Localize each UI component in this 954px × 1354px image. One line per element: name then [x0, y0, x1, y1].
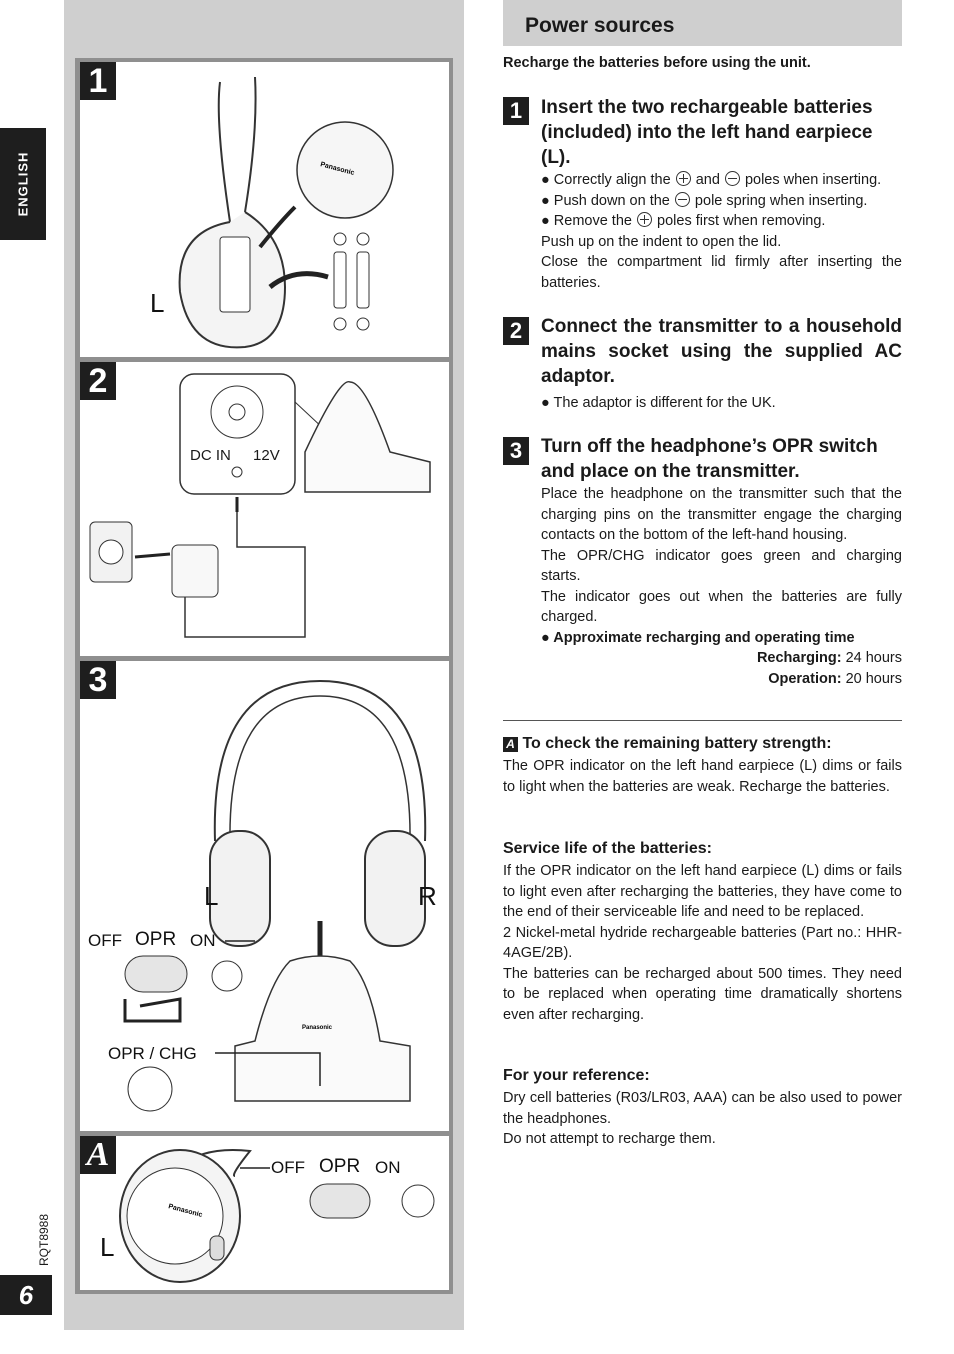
figure-badge-3: 3 — [80, 661, 116, 699]
page-title: Power sources — [525, 14, 675, 37]
step-3-placement: Place the headphone on the transmitter such that the charging pins on the transmitter engage the charging contacts on the bottom of the left-hand housing. — [541, 486, 902, 543]
minus-pole-icon — [725, 171, 740, 186]
reference-heading: For your reference: — [503, 1067, 650, 1084]
opr-chg-label: OPR / CHG — [108, 1044, 197, 1063]
step-1-bullet-align: ● Correctly align the and poles when inserting. — [541, 172, 882, 188]
brand-text-3: Panasonic — [302, 1025, 333, 1031]
section-header — [503, 0, 902, 46]
service-life-body — [503, 861, 902, 1025]
battery-check-heading: A To check the remaining battery strength: — [503, 735, 832, 753]
figure-badge-2: 2 — [80, 362, 116, 400]
dc-in-text: DC IN — [190, 447, 231, 464]
step-3-title: Turn off the headphone’s OPR switch and place on the transmitter. — [541, 436, 878, 482]
switch-opr-label-a: OPR — [319, 1156, 361, 1177]
brand-text-1: Panasonic — [319, 161, 356, 177]
figure-panel-1 — [80, 62, 449, 357]
battery-check-badge: A — [503, 737, 518, 752]
plus-pole-icon — [637, 212, 652, 227]
switch-on-label-a: ON — [375, 1158, 401, 1177]
figure-panel-3 — [80, 661, 449, 1131]
service-life-heading: Service life of the batteries: — [503, 840, 712, 857]
switch-off-label: OFF — [88, 931, 122, 950]
brand-text-a: Panasonic — [167, 1203, 204, 1219]
dc-in-label — [190, 447, 280, 464]
service-life-p3: The batteries can be recharged about 500 times. They need to be replaced when operating time dramatically shortens even after recharging. — [503, 965, 902, 1023]
recharging-time: Recharging: 24 hours — [756, 650, 902, 666]
figure-panel-2 — [80, 362, 449, 656]
reference-p1: Dry cell batteries (R03/LR03, AAA) can be also used to power the headphones. — [503, 1090, 902, 1127]
switch-on-label: ON — [190, 931, 216, 950]
step-3-body — [541, 484, 902, 689]
step-1-title: Insert the two rechargeable batteries (included) into the left hand earpiece (L). — [541, 97, 873, 168]
model-code: RQT8988 — [37, 1213, 51, 1267]
plus-pole-icon — [676, 171, 691, 186]
step-3-indicator-green: The OPR/CHG indicator goes green and charging starts. — [541, 547, 902, 584]
adaptor-connection-illustration — [80, 362, 449, 656]
figure-badge-1: 1 — [80, 62, 116, 100]
step-1-body — [541, 170, 902, 293]
language-tab — [0, 128, 46, 240]
page-number: 6 — [0, 1275, 52, 1315]
reference-body — [503, 1088, 902, 1150]
switch-opr-label: OPR — [135, 929, 177, 950]
step-1-lid-open: Push up on the indent to open the lid. — [541, 233, 782, 250]
switch-off-label-a: OFF — [271, 1158, 305, 1177]
operation-time: Operation: 20 hours — [768, 670, 902, 687]
voltage-text: 12V — [253, 447, 280, 464]
service-life-p2: 2 Nickel-metal hydride rechargeable batteries (Part no.: HHR-4AGE/2B). — [503, 924, 902, 961]
divider — [503, 720, 902, 721]
battery-insert-illustration — [80, 62, 449, 357]
label-left: L — [204, 881, 219, 911]
intro-text: Recharge the batteries before using the unit. — [503, 55, 811, 71]
step-1-lid-close: Close the compartment lid firmly after inserting the batteries. — [541, 254, 902, 291]
step-badge-1: 1 — [503, 97, 529, 125]
step-3-indicator-out: The indicator goes out when the batteries are fully charged. — [541, 588, 902, 625]
battery-check-body: The OPR indicator on the left hand earpiece (L) dims or fails to light when the batteries are weak. Recharge the batteries. — [503, 758, 902, 795]
step-1-bullet-push: ● Push down on the pole spring when inserting. — [541, 192, 868, 209]
step-1-bullet-remove: ● Remove the poles first when removing. — [541, 213, 826, 229]
language-label: ENGLISH — [15, 151, 31, 217]
figure-panel-a — [80, 1136, 449, 1290]
step-badge-3: 3 — [503, 437, 529, 465]
service-life-p1: If the OPR indicator on the left hand earpiece (L) dims or fails to light even after recharging the batteries, they have come to the end of their serviceable life and need to be replaced. — [503, 863, 902, 920]
step-2-title: Connect the transmitter to a household mains socket using the supplied AC adaptor. — [541, 316, 902, 387]
label-right: R — [418, 881, 437, 911]
step-3-approx-heading: ● Approximate recharging and operating time — [541, 629, 855, 646]
step-badge-2: 2 — [503, 317, 529, 345]
reference-p2: Do not attempt to recharge them. — [503, 1131, 716, 1147]
label-left-a: L — [100, 1232, 115, 1262]
figure-badge-a: A — [80, 1136, 116, 1174]
minus-pole-icon — [675, 192, 690, 207]
label-left-earpiece: L — [150, 288, 165, 318]
step-2-note: ● The adaptor is different for the UK. — [541, 395, 776, 411]
